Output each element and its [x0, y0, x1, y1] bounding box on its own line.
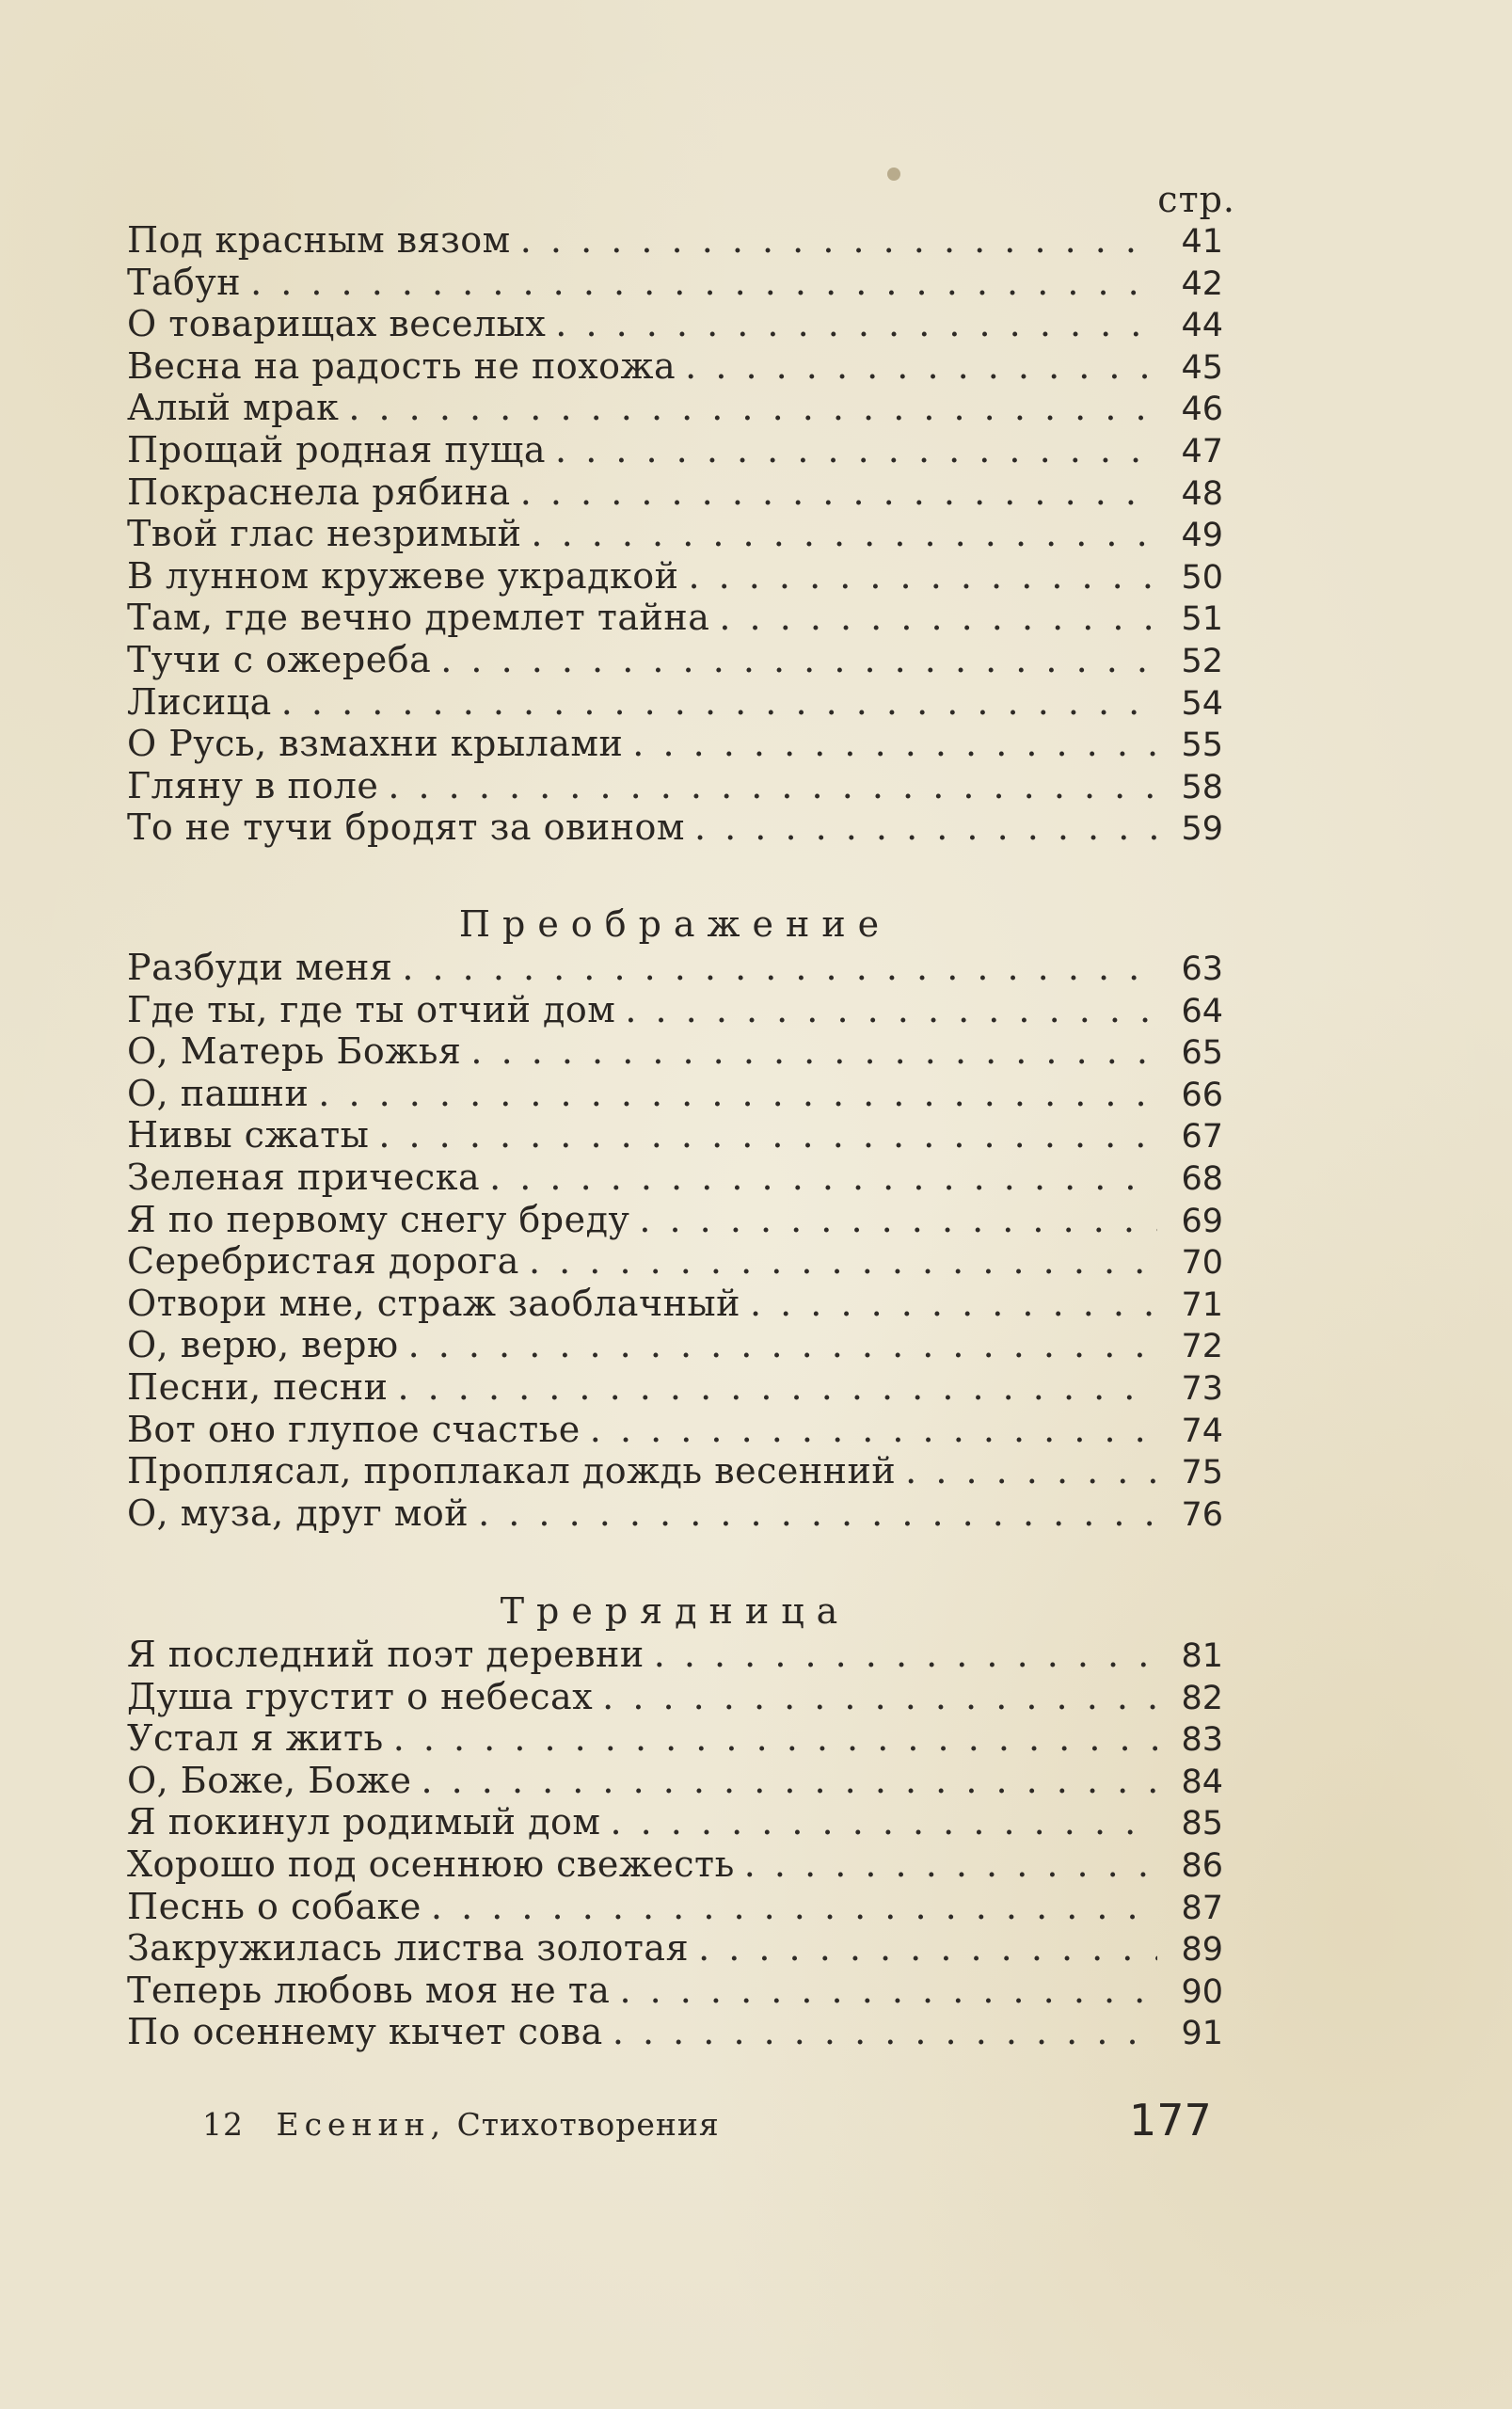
- toc-entry: [127, 1114, 1223, 1157]
- dot-leader: [421, 1760, 1157, 1802]
- section-title-preobrazhenie: Преображение: [458, 903, 892, 945]
- toc-entry-page: 52: [1181, 642, 1223, 680]
- dot-leader: [250, 262, 1157, 304]
- dot-leader: [632, 723, 1157, 765]
- toc-entry: [127, 1073, 1223, 1115]
- toc-entry-title: Лисица: [127, 680, 272, 723]
- dot-leader: [602, 1676, 1157, 1718]
- toc-entry: [127, 1450, 1223, 1492]
- dot-leader: [590, 1409, 1157, 1451]
- toc-entry-page: 71: [1181, 1285, 1223, 1324]
- toc-entry: [127, 597, 1223, 639]
- toc-entry: [127, 429, 1223, 471]
- toc-entry-title: Вот оно глупое счастье: [127, 1408, 581, 1450]
- dot-leader: [654, 1634, 1157, 1676]
- dot-leader: [393, 1717, 1157, 1760]
- toc-entry: [127, 303, 1223, 345]
- toc-entry: [127, 1324, 1223, 1366]
- toc-entry-title: О, муза, друг мой: [127, 1492, 470, 1534]
- page-number: 177: [1129, 2095, 1212, 2146]
- toc-entry-title: О Русь, взмахни крылами: [127, 723, 624, 765]
- toc-entry-title: О, Боже, Боже: [127, 1759, 412, 1801]
- toc-entry-page: 41: [1181, 223, 1223, 261]
- toc-entry-title: В лунном кружеве украдкой: [127, 554, 679, 597]
- toc-entry-title: Покраснела рябина: [127, 471, 511, 513]
- toc-entry-title: То не тучи бродят за овином: [127, 806, 685, 849]
- toc-entry: [127, 1717, 1223, 1760]
- toc-entry-page: 58: [1181, 768, 1223, 806]
- toc-entry: [127, 262, 1223, 304]
- toc-entry-page: 72: [1181, 1328, 1223, 1366]
- toc-entry: [127, 1492, 1223, 1535]
- toc-entry-title: Закружилась листва золотая: [127, 1927, 690, 1970]
- toc-entry-title: Под красным вязом: [127, 219, 511, 261]
- dot-leader: [639, 1199, 1157, 1241]
- footer-author: Есенин,: [276, 2106, 447, 2143]
- toc-entry-title: Зеленая прическа: [127, 1156, 481, 1198]
- dot-leader: [520, 471, 1157, 514]
- toc-entry-page: 70: [1181, 1244, 1223, 1283]
- toc-entry-title: О, Матерь Божья: [127, 1030, 462, 1073]
- toc-entry-title: Песни, песни: [127, 1365, 389, 1408]
- toc-entry-page: 69: [1181, 1202, 1223, 1240]
- toc-entry-title: Устал я жить: [127, 1717, 384, 1760]
- signature-mark: 12: [202, 2106, 244, 2143]
- toc-entry-title: Серебристая дорога: [127, 1240, 519, 1283]
- toc-entry-page: 63: [1181, 950, 1223, 988]
- dot-leader: [905, 1450, 1157, 1492]
- dot-leader: [489, 1157, 1157, 1199]
- toc-entry-page: 83: [1181, 1721, 1223, 1760]
- toc-entry-title: Хорошо под осеннюю свежесть: [127, 1843, 735, 1885]
- toc-entry: [127, 989, 1223, 1031]
- toc-entry-title: Алый мрак: [127, 387, 340, 429]
- toc-entry-page: 54: [1181, 684, 1223, 723]
- toc-entry-title: Тучи с ожереба: [127, 638, 432, 680]
- toc-entry-title: О, пашни: [127, 1072, 310, 1114]
- toc-entry: [127, 1409, 1223, 1451]
- toc-entry-title: Твой глас незримый: [127, 513, 522, 555]
- page-column-label: стр.: [1157, 179, 1235, 220]
- toc-entry-title: Теперь любовь моя не та: [127, 1969, 611, 2011]
- toc-entry: [127, 1886, 1223, 1928]
- toc-section-treryadnitsa: [127, 1634, 1223, 2053]
- toc-entry-title: Табун: [127, 261, 242, 303]
- toc-entry-page: 51: [1181, 600, 1223, 639]
- dot-leader: [685, 345, 1157, 388]
- toc-entry-page: 82: [1181, 1679, 1223, 1717]
- toc-entry-page: 84: [1181, 1763, 1223, 1801]
- toc-group-1: [127, 219, 1223, 849]
- toc-entry-page: 49: [1181, 517, 1223, 555]
- dot-leader: [555, 429, 1157, 471]
- dot-leader: [440, 639, 1157, 681]
- toc-entry: [127, 345, 1223, 388]
- toc-entry: [127, 1157, 1223, 1199]
- toc-entry-title: Душа грустит о небесах: [127, 1675, 594, 1717]
- toc-entry-title: Там, где вечно дремлет тайна: [127, 597, 710, 639]
- toc-entry-title: Весна на радость не похожа: [127, 344, 676, 387]
- footer-book-title: Стихотворения: [456, 2106, 720, 2143]
- toc-entry-page: 46: [1181, 391, 1223, 429]
- toc-entry-title: Разбуди меня: [127, 947, 393, 988]
- toc-entry: [127, 1199, 1223, 1241]
- dot-leader: [625, 989, 1157, 1031]
- toc-entry: [127, 681, 1223, 724]
- toc-entry: [127, 723, 1223, 765]
- toc-entry: [127, 2011, 1223, 2053]
- dot-leader: [388, 765, 1157, 807]
- toc-entry-page: 85: [1181, 1805, 1223, 1843]
- dot-leader: [610, 1801, 1157, 1843]
- toc-entry-page: 48: [1181, 474, 1223, 513]
- toc-entry: [127, 555, 1223, 598]
- dot-leader: [348, 387, 1157, 429]
- toc-entry: [127, 947, 1223, 989]
- toc-entry-page: 75: [1181, 1454, 1223, 1492]
- toc-entry-page: 65: [1181, 1034, 1223, 1073]
- dot-leader: [281, 681, 1157, 724]
- toc-entry: [127, 1634, 1223, 1676]
- toc-entry-title: Прощай родная пуща: [127, 428, 547, 471]
- toc-entry-page: 68: [1181, 1159, 1223, 1198]
- toc-entry-page: 86: [1181, 1846, 1223, 1885]
- dot-leader: [694, 806, 1157, 849]
- toc-entry-page: 45: [1181, 348, 1223, 387]
- toc-entry-title: Песнь о собаке: [127, 1885, 422, 1927]
- section-title-treryadnitsa: Трерядница: [500, 1590, 851, 1632]
- toc-entry: [127, 1030, 1223, 1073]
- toc-entry-title: О товарищах веселых: [127, 303, 547, 345]
- toc-entry-page: 66: [1181, 1076, 1223, 1114]
- dot-leader: [478, 1492, 1157, 1535]
- page-footer-signature: [202, 2106, 720, 2143]
- dot-leader: [529, 1240, 1157, 1283]
- toc-entry-page: 73: [1181, 1369, 1223, 1408]
- toc-entry-page: 76: [1181, 1495, 1223, 1534]
- toc-entry: [127, 1801, 1223, 1843]
- toc-entry-page: 44: [1181, 307, 1223, 345]
- toc-entry-title: Проплясал, проплакал дождь весенний: [127, 1450, 897, 1492]
- dot-leader: [688, 555, 1157, 598]
- toc-entry-title: О, верю, верю: [127, 1324, 399, 1366]
- toc-entry: [127, 1283, 1223, 1325]
- toc-entry: [127, 1366, 1223, 1409]
- toc-entry: [127, 639, 1223, 681]
- toc-entry-page: 87: [1181, 1889, 1223, 1927]
- toc-entry: [127, 1676, 1223, 1718]
- dot-leader: [555, 303, 1157, 345]
- dot-leader: [719, 597, 1157, 639]
- toc-entry: [127, 1970, 1223, 2012]
- dot-leader: [531, 513, 1157, 555]
- dot-leader: [431, 1886, 1157, 1928]
- toc-entry-title: Я последний поэт деревни: [127, 1634, 645, 1675]
- toc-entry-title: Отвори мне, страж заоблачный: [127, 1282, 740, 1324]
- dot-leader: [698, 1927, 1157, 1970]
- dot-leader: [318, 1073, 1157, 1115]
- dot-leader: [408, 1324, 1157, 1366]
- toc-entry-title: Я покинул родимый дом: [127, 1801, 601, 1843]
- toc-entry-title: По осеннему кычет сова: [127, 2011, 603, 2053]
- toc-entry-page: 64: [1181, 992, 1223, 1030]
- toc-entry-title: Где ты, где ты отчий дом: [127, 988, 616, 1030]
- toc-entry: [127, 765, 1223, 807]
- toc-entry-page: 90: [1181, 1972, 1223, 2011]
- toc-entry-page: 89: [1181, 1931, 1223, 1970]
- toc-entry: [127, 471, 1223, 514]
- dot-leader: [397, 1366, 1157, 1409]
- toc-entry-page: 42: [1181, 264, 1223, 303]
- toc-entry: [127, 219, 1223, 262]
- dot-leader: [470, 1030, 1157, 1073]
- toc-entry-title: Гляну в поле: [127, 764, 379, 806]
- toc-entry-title: Нивы сжаты: [127, 1114, 370, 1157]
- paper-speck: [887, 168, 900, 181]
- toc-entry: [127, 1927, 1223, 1970]
- toc-entry: [127, 387, 1223, 429]
- toc-entry-page: 50: [1181, 558, 1223, 597]
- dot-leader: [750, 1283, 1157, 1325]
- dot-leader: [613, 2011, 1157, 2053]
- toc-entry-page: 81: [1181, 1637, 1223, 1675]
- toc-entry: [127, 1240, 1223, 1283]
- toc-entry-page: 91: [1181, 2015, 1223, 2053]
- toc-section-preobrazhenie: [127, 947, 1223, 1534]
- toc-entry: [127, 513, 1223, 555]
- dot-leader: [378, 1114, 1157, 1157]
- toc-entry-page: 67: [1181, 1118, 1223, 1157]
- dot-leader: [520, 219, 1157, 262]
- toc-entry-page: 47: [1181, 432, 1223, 471]
- toc-entry: [127, 1760, 1223, 1802]
- toc-entry-page: 74: [1181, 1412, 1223, 1450]
- toc-entry: [127, 1843, 1223, 1886]
- toc-entry-page: 55: [1181, 726, 1223, 765]
- toc-entry-page: 59: [1181, 810, 1223, 849]
- toc-entry-title: Я по первому снегу бреду: [127, 1198, 630, 1240]
- dot-leader: [402, 947, 1157, 989]
- dot-leader: [619, 1970, 1157, 2012]
- toc-entry: [127, 806, 1223, 849]
- dot-leader: [744, 1843, 1157, 1886]
